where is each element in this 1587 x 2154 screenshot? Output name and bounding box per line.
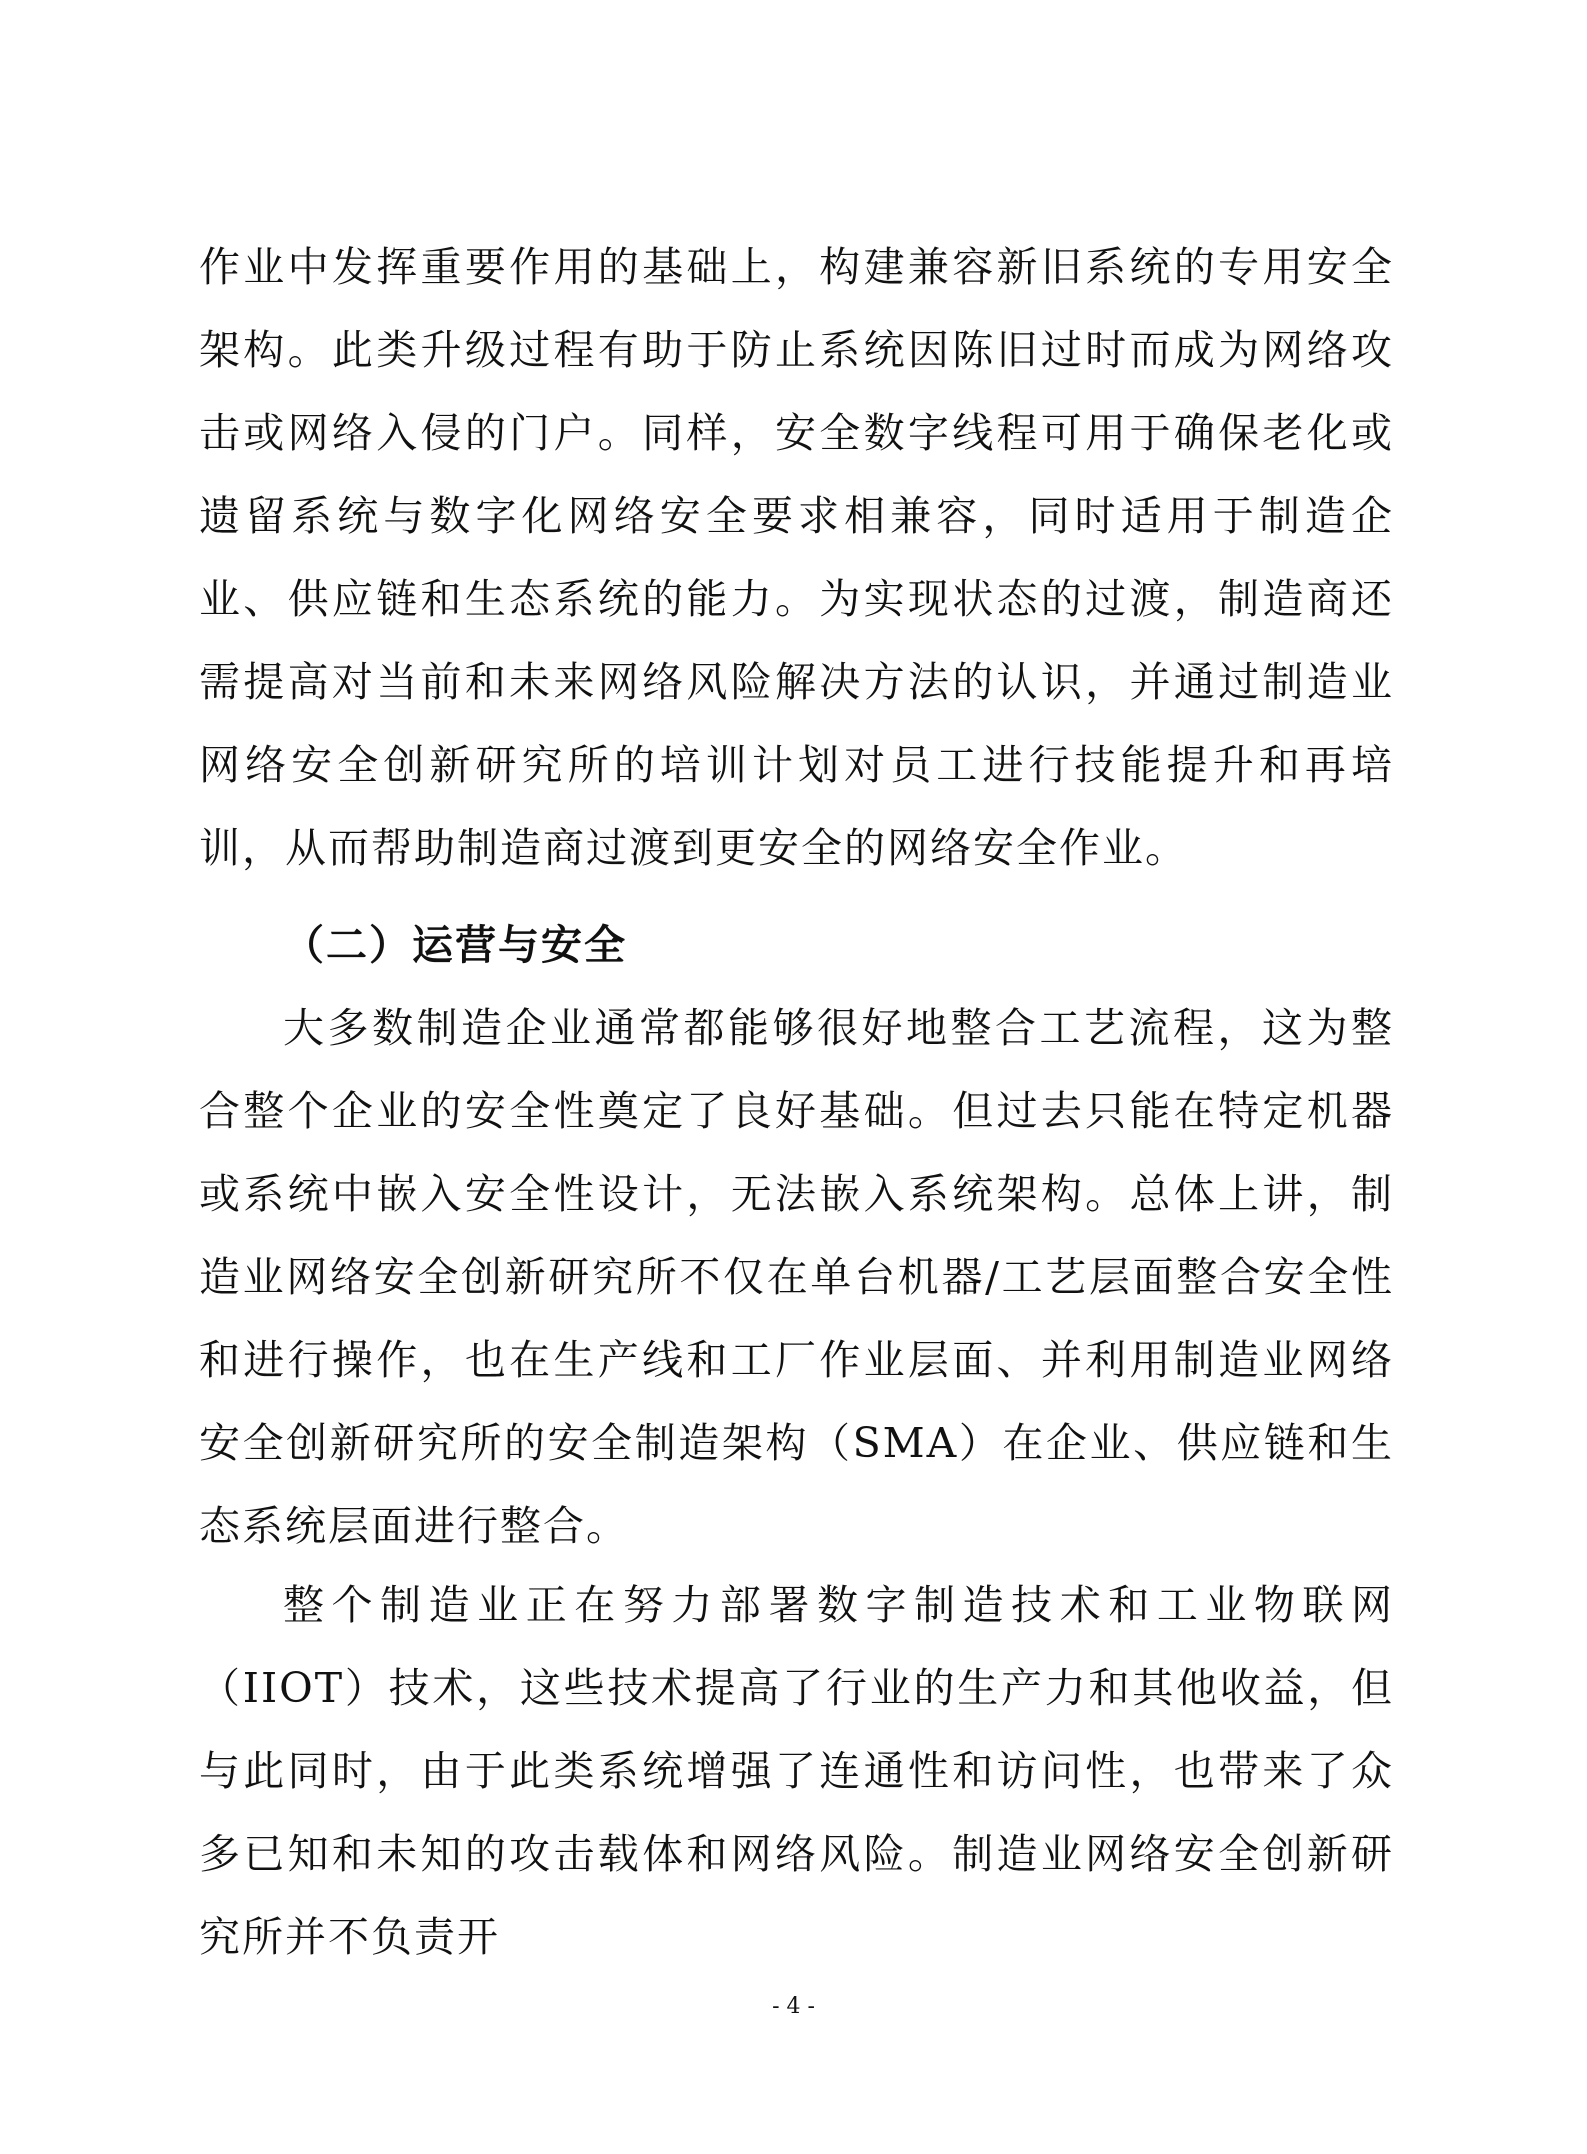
page-number: - 4 - [772, 1994, 815, 2019]
paragraph-operations: 大多数制造企业通常都能够很好地整合工艺流程，这为整合整个企业的安全性奠定了良好基础。但过去只能在特定机器或系统中嵌入安全性设计，无法嵌入系统架构。总体上讲，制造业网络安全创新研究所不仅在单台机器/工艺层面整合安全性和进行操作，也在生产线和工厂作业层面、并利用制造业网络安全创新研究所的安全制造架构（SMA）在企业、供应链和生态系统层面进行整合。 [199, 1004, 1394, 1550]
paragraph-continued: 作业中发挥重要作用的基础上，构建兼容新旧系统的专用安全架构。此类升级过程有助于防止系统因陈旧过时而成为网络攻击或网络入侵的门户。同样，安全数字线程可用于确保老化或遗留系统与数字化网络安全要求相兼容，同时适用于制造企业、供应链和生态系统的能力。为实现状态的过渡，制造商还需提高对当前和未来网络风险解决方法的认识，并通过制造业网络安全创新研究所的培训计划对员工进行技能提升和再培训，从而帮助制造商过渡到更安全的网络安全作业。 [199, 243, 1394, 872]
paragraph-iiot: 整个制造业正在努力部署数字制造技术和工业物联网（IIOT）技术，这些技术提高了行业的生产力和其他收益，但与此同时，由于此类系统增强了连通性和访问性，也带来了众多已知和未知的攻击载体和网络风险。制造业网络安全创新研究所并不负责开 [199, 1581, 1394, 1961]
section-heading: （二）运营与安全 [283, 921, 627, 969]
